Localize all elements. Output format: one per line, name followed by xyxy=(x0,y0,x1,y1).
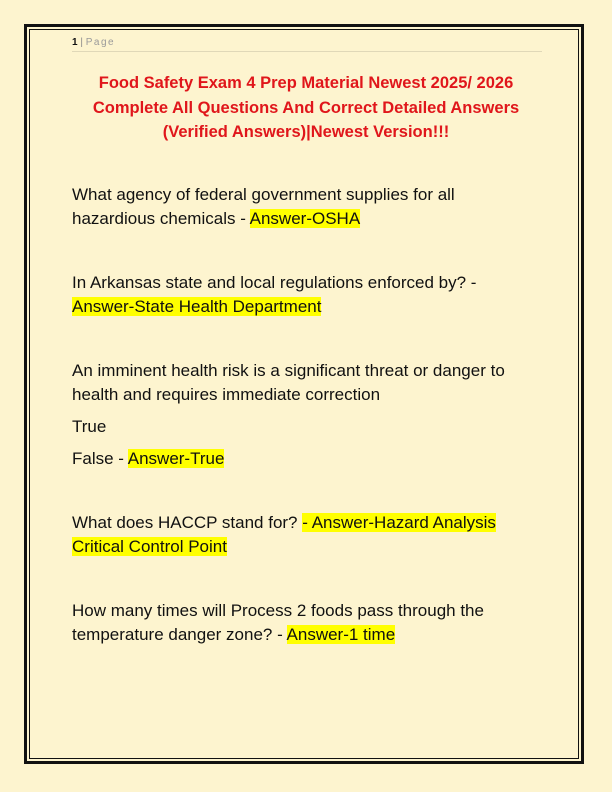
question-2 xyxy=(72,271,542,319)
answer-highlight: Answer-State Health Department xyxy=(72,297,322,316)
page-separator: | xyxy=(80,37,83,48)
document-title xyxy=(60,71,552,145)
question-text: In Arkansas state and local regulations enforced by? - xyxy=(72,273,477,292)
title-line-3: (Verified Answers)|Newest Version!!! xyxy=(162,123,450,141)
answer-highlight: Answer-OSHA xyxy=(249,209,361,228)
question-1 xyxy=(72,183,542,231)
answer-highlight: Answer-True xyxy=(127,449,225,468)
question-3 xyxy=(72,359,542,407)
page-number: 1 xyxy=(72,37,78,48)
page-header xyxy=(72,37,542,52)
page-label: Page xyxy=(85,37,116,48)
option-false xyxy=(72,447,224,471)
answer-highlight: Answer-1 time xyxy=(286,625,396,644)
question-text: How many times will Process 2 foods pass through the temperature danger zone? - xyxy=(72,601,484,644)
question-text: What does HACCP stand for? xyxy=(72,513,303,532)
question-5 xyxy=(72,599,542,647)
question-text: An imminent health risk is a significant threat or danger to health and requires immediate correction xyxy=(72,361,505,404)
option-label: True xyxy=(72,417,107,436)
question-text: What agency of federal government supplies for all hazardious chemicals - xyxy=(72,185,455,228)
option-true xyxy=(72,415,106,439)
title-line-2: Complete All Questions And Correct Detailed Answers xyxy=(92,98,520,117)
title-line-1: Food Safety Exam 4 Prep Material Newest 2025/ 2026 xyxy=(98,74,514,92)
answer-highlight: - Answer-Hazard Analysis Critical Control Point xyxy=(72,513,496,556)
question-4 xyxy=(72,511,542,559)
option-label: False - xyxy=(72,449,128,468)
